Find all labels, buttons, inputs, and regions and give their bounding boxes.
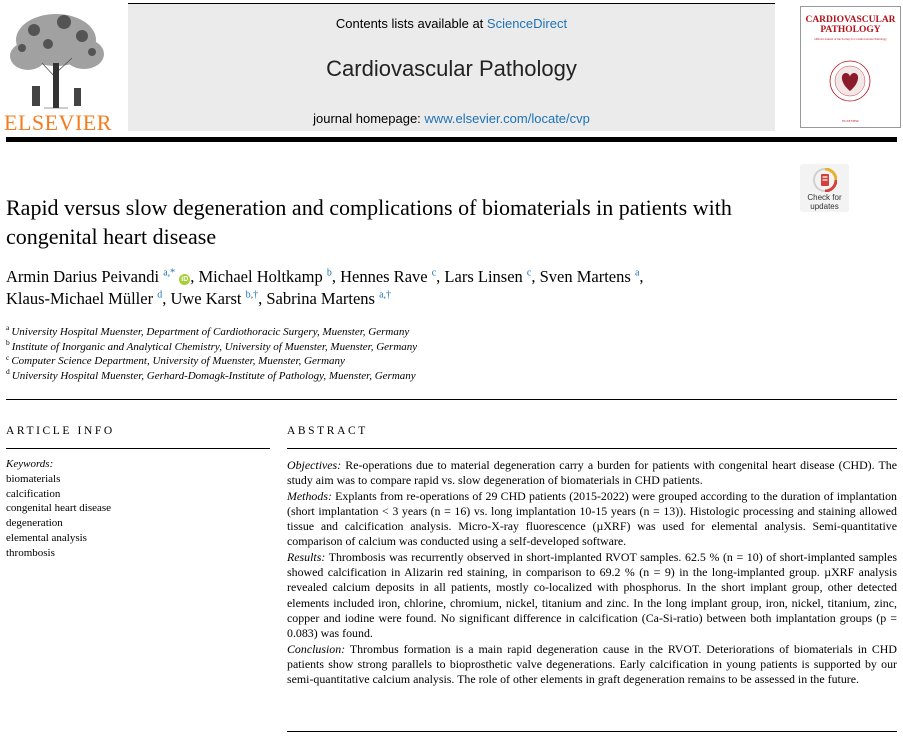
author-separator: , [162, 289, 171, 308]
abstract-section [287, 550, 897, 642]
keyword-list [6, 472, 266, 561]
abstract-section-label: Results: [287, 549, 326, 564]
author-name[interactable]: Armin Darius Peivandi [6, 267, 160, 286]
affiliation-text: Institute of Inorganic and Analytical Chemistry, University of Muenster, Muenster, Germany [11, 340, 418, 353]
author-name[interactable]: Sven Martens [539, 267, 631, 286]
homepage-link[interactable]: www.elsevier.com/locate/cvp [424, 111, 590, 126]
journal-title: Cardiovascular Pathology [326, 56, 577, 81]
author-separator: , [331, 267, 341, 286]
publisher-name: ELSEVIER [4, 110, 112, 135]
affiliation-list [6, 325, 806, 384]
author-affiliation-marker[interactable]: a,† [379, 289, 392, 301]
author [6, 267, 199, 286]
abstract-section-text: Re-operations due to material degeneration carry a burden for patients with congenital heart disease (CHD). The study aim was to compare rapid vs. slow degeneration of biomaterials in CHD patients. [287, 458, 897, 488]
author-name[interactable]: Lars Linsen [444, 267, 523, 286]
author-name[interactable]: Michael Holtkamp [198, 267, 323, 286]
author-name[interactable]: Sabrina Martens [266, 289, 375, 308]
cover-heart-icon [828, 59, 872, 103]
keyword-item[interactable]: degeneration [6, 517, 63, 530]
author-affiliation-marker[interactable]: a,* [163, 267, 176, 279]
author-affiliation-marker[interactable]: b,† [245, 289, 259, 301]
affiliation-letter: b [6, 338, 10, 348]
author-affiliation-marker[interactable]: d [157, 289, 163, 301]
author [6, 289, 170, 308]
author [199, 267, 341, 286]
section-divider [6, 399, 897, 400]
abstract-section [287, 458, 897, 489]
article-title: Rapid versus slow degeneration and complications of biomaterials in patients with congenital heart disease [6, 195, 732, 249]
affiliation-item [6, 369, 806, 384]
author [540, 267, 644, 286]
keyword-item[interactable]: thrombosis [6, 546, 55, 559]
keywords-block [6, 457, 266, 561]
check-for-updates-icon [813, 168, 837, 192]
keyword-item[interactable]: congenital heart disease [6, 502, 112, 515]
header-rule [6, 137, 897, 142]
abstract-section [287, 489, 897, 550]
author [444, 267, 539, 286]
author-separator: , [639, 267, 644, 286]
journal-banner [128, 4, 775, 131]
homepage-line [128, 111, 775, 126]
cover-title: CARDIOVASCULAR PATHOLOGY [805, 15, 896, 35]
affiliation-text: University Hospital Muenster, Department of Cardiothoracic Surgery, Muenster, Germany [11, 326, 410, 338]
author-separator: , [531, 267, 540, 286]
keyword-item[interactable]: biomaterials [6, 472, 61, 485]
affiliation-letter: d [6, 367, 10, 377]
keyword-item[interactable]: elemental analysis [6, 531, 87, 544]
article-info-heading: ARTICLE INFO [6, 425, 115, 437]
keyword-item[interactable]: calcification [6, 487, 61, 500]
affiliation-letter: a [6, 323, 10, 333]
elsevier-tree-logo-icon [4, 8, 108, 113]
cover-subtitle: Official Journal of the Society for Cardiovascular Pathology [814, 37, 887, 41]
author [170, 289, 266, 308]
affiliation-item [6, 340, 806, 355]
affiliation-item [6, 354, 806, 369]
journal-cover[interactable] [800, 6, 901, 128]
abstract-rule [287, 448, 897, 449]
abstract-bottom-rule [287, 731, 897, 732]
cover-footer: ELSEVIER [842, 119, 859, 123]
author-affiliation-marker[interactable]: c [431, 267, 437, 279]
author-affiliation-marker[interactable]: c [526, 267, 532, 279]
author [266, 289, 391, 308]
author-affiliation-marker[interactable]: b [326, 267, 332, 279]
author-name[interactable]: Uwe Karst [170, 289, 242, 308]
contents-prefix: Contents lists available at [335, 16, 487, 31]
abstract-section-label: Methods: [287, 488, 332, 503]
sciencedirect-link[interactable]: ScienceDirect [486, 16, 568, 31]
author-separator: , [258, 289, 267, 308]
abstract-heading: ABSTRACT [287, 425, 368, 437]
abstract-section-text: Thrombosis was recurrently observed in short-implanted RVOT samples. 62.5 % (n = 10) of short-implanted samples showed calcification in Alizarin red staining, in comparison to 69.2 % (n = 9) in the long-implanted group. µXRF analysis revealed calcium deposits in all patients, mostly co-localized with phosphorus. In the short implant group, other detected elements included iron, chlorine, chromium, nickel, titanium and zinc. In the long implant group, iron, nickel, titanium, zinc, copper and iodine were found. No significant difference in calcification (Ca-Si-ratio) between both implantation groups (p = 0.083) was found. [287, 549, 897, 641]
affiliation-item [6, 325, 806, 340]
affiliation-text: University Hospital Muenster, Gerhard-Domagk-Institute of Pathology, Muenster, Germany [11, 370, 416, 383]
contents-line [128, 16, 775, 31]
author-affiliation-marker[interactable]: a [634, 267, 640, 279]
orcid-icon[interactable]: iD [181, 276, 189, 283]
abstract-body [287, 458, 897, 687]
affiliation-text: Computer Science Department, University of Muenster, Muenster, Germany [11, 355, 345, 368]
abstract-section-label: Conclusion: [287, 641, 346, 656]
abstract-section [287, 642, 897, 688]
author-name[interactable]: Klaus-Michael Müller [6, 289, 154, 308]
article-info-rule [6, 448, 270, 449]
author-name[interactable]: Hennes Rave [340, 267, 428, 286]
check-for-updates-button[interactable] [800, 164, 849, 212]
keywords-label: Keywords: [6, 458, 54, 470]
affiliation-letter: c [6, 352, 10, 362]
author [340, 267, 444, 286]
abstract-section-text: Thrombus formation is a main rapid degeneration cause in the RVOT. Deteriorations of biomaterials in CHD patients show strong parallels to bioprosthetic valve degenerations. Early calcification in young patients is supported by our semi-quantitative calcium analysis. The role of other elements in graft degeneration remains to be assessed in the future. [287, 641, 897, 687]
abstract-section-text: Explants from re-operations of 29 CHD patients (2015-2022) were grouped according to the duration of implantation (short implantation < 3 years (n = 16) vs. long implantation 10-15 years (n = 13)). Histologic processing and staining allowed tissue and calcification analysis. Micro-X-ray fluorescence (µXRF) was used for elemental analysis. Semi-quantitative comparison of calcium was conducted using a self-developed software. [287, 488, 897, 549]
abstract-section-label: Objectives: [287, 458, 342, 472]
author-list [6, 266, 886, 310]
author-separator: , [436, 267, 445, 286]
check-for-updates-label: Check for updates [807, 193, 842, 211]
homepage-prefix: journal homepage: [313, 111, 425, 126]
author-separator: , [190, 267, 199, 286]
